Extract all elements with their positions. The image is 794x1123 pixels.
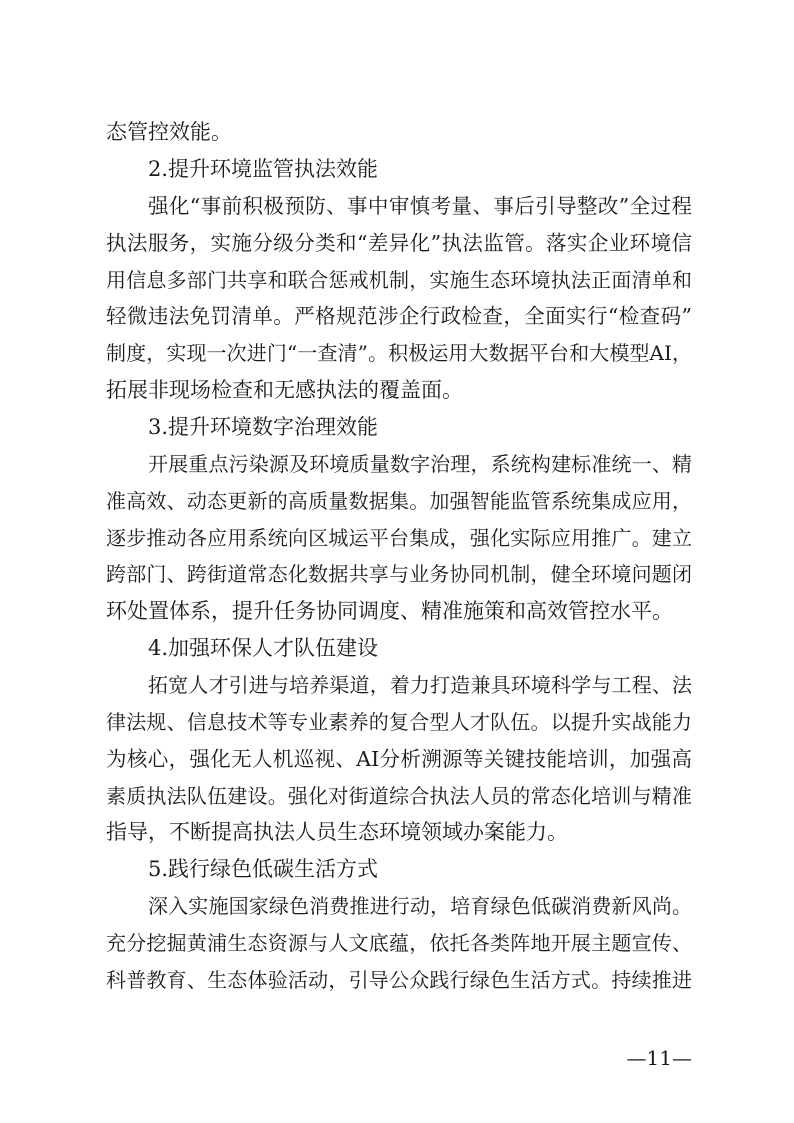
paragraph-line: 态管控效能。 bbox=[106, 120, 232, 144]
paragraph-line: 素质执法队伍建设。强化对街道综合执法人员的常态化培训与精准 bbox=[106, 784, 692, 808]
paragraph-line: 充分挖掘黄浦生态资源与人文底蕴，依托各类阵地开展主题宣传、 bbox=[106, 931, 692, 955]
paragraph-line: 强化“事前积极预防、事中审慎考量、事后引导整改”全过程 bbox=[148, 194, 692, 218]
section-heading: 3.提升环境数字治理效能 bbox=[148, 415, 379, 439]
paragraph-line: 准高效、动态更新的高质量数据集。加强智能监管系统集成应用， bbox=[106, 489, 692, 513]
paragraph-line: 跨部门、跨街道常态化数据共享与业务协同机制，健全环境问题闭 bbox=[106, 562, 692, 586]
paragraph-line: 拓宽人才引进与培养渠道，着力打造兼具环境科学与工程、法 bbox=[148, 673, 692, 697]
paragraph-line: 拓展非现场检查和无感执法的覆盖面。 bbox=[106, 378, 463, 402]
section-heading: 4.加强环保人才队伍建设 bbox=[148, 636, 379, 660]
paragraph-line: 开展重点污染源及环境质量数字治理，系统构建标准统一、精 bbox=[148, 452, 692, 476]
section-heading: 2.提升环境监管执法效能 bbox=[148, 157, 379, 181]
paragraph-line: 制度，实现一次进门“一查清”。积极运用大数据平台和大模型AI， bbox=[106, 341, 692, 365]
paragraph-line: 科普教育、生态体验活动，引导公众践行绿色生活方式。持续推进 bbox=[106, 968, 692, 992]
paragraph-line: 轻微违法免罚清单。严格规范涉企行政检查，全面实行“检查码” bbox=[106, 304, 692, 328]
paragraph-line: 指导，不断提高执法人员生态环境领域办案能力。 bbox=[106, 820, 568, 844]
paragraph-line: 为核心，强化无人机巡视、AI分析溯源等关键技能培训，加强高 bbox=[106, 747, 692, 771]
page-number: —11— bbox=[626, 1046, 692, 1070]
section-heading: 5.践行绿色低碳生活方式 bbox=[148, 857, 379, 881]
paragraph-line: 用信息多部门共享和联合惩戒机制，实施生态环境执法正面清单和 bbox=[106, 268, 692, 292]
paragraph-line: 律法规、信息技术等专业素养的复合型人才队伍。以提升实战能力 bbox=[106, 710, 692, 734]
paragraph-line: 深入实施国家绿色消费推进行动，培育绿色低碳消费新风尚。 bbox=[148, 894, 692, 918]
paragraph-line: 逐步推动各应用系统向区城运平台集成，强化实际应用推广。建立 bbox=[106, 526, 692, 550]
paragraph-line: 环处置体系，提升任务协同调度、精准施策和高效管控水平。 bbox=[106, 599, 673, 623]
paragraph-line: 执法服务，实施分级分类和“差异化”执法监管。落实企业环境信 bbox=[106, 231, 692, 255]
